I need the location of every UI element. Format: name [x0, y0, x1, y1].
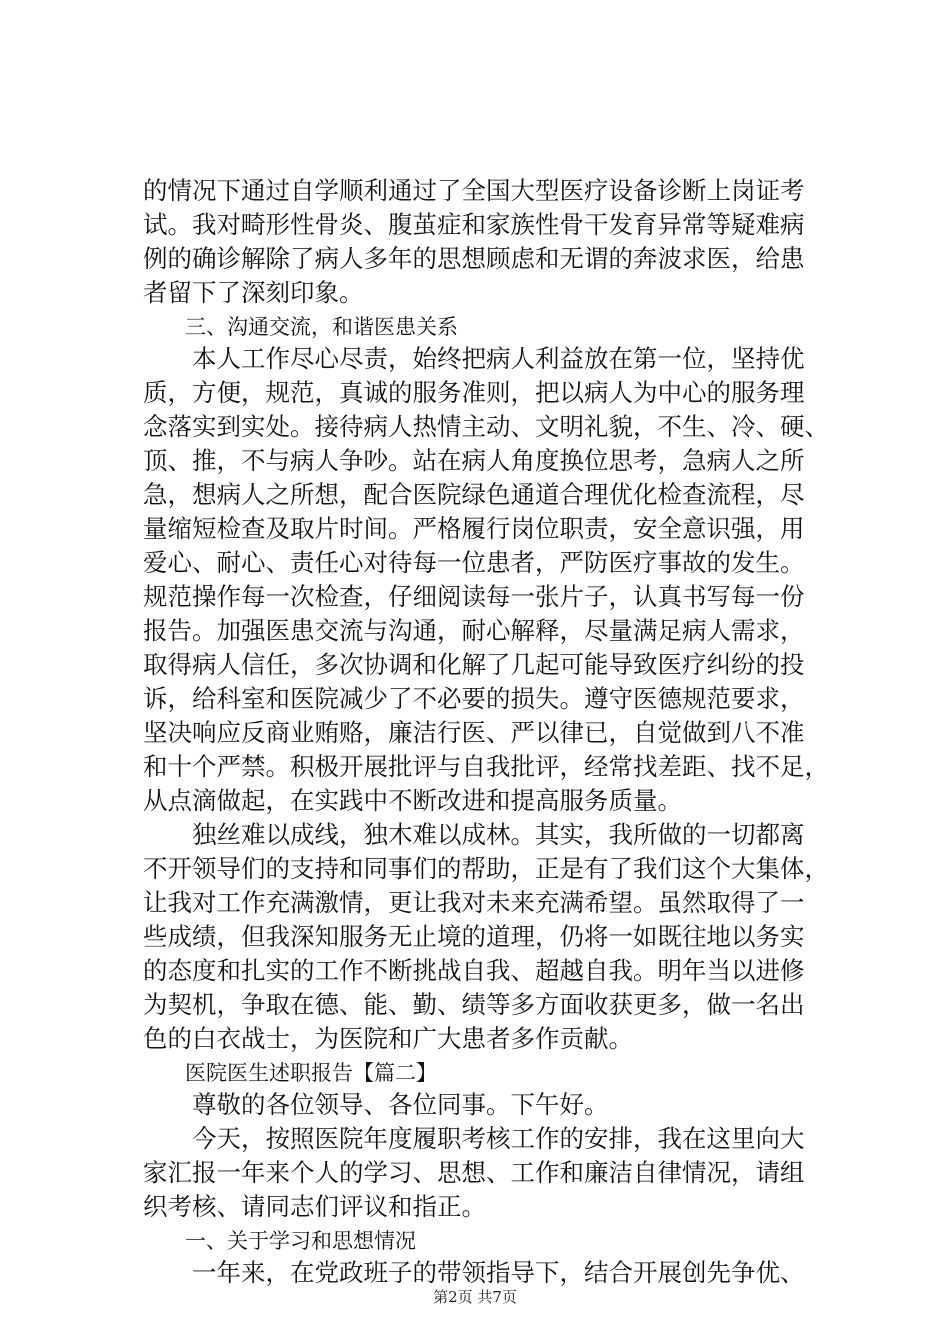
body-text-line: 坚决响应反商业贿赂，廉洁行医、严以律已，自觉做到八不准	[143, 718, 805, 747]
body-text-line: 让我对工作充满激情，更让我对未来充满希望。虽然取得了一	[143, 888, 805, 917]
body-text-line: 一年来，在党政班子的带领指导下，结合开展创先争优、	[143, 1258, 805, 1287]
body-text-line: 不开领导们的支持和同事们的帮助，正是有了我们这个大集体，	[143, 854, 829, 883]
body-text-line: 试。我对畸形性骨炎、腹茧症和家族性骨干发育异常等疑难病	[143, 210, 805, 239]
section-heading: 一、关于学习和思想情况	[185, 1229, 416, 1253]
body-text-line: 诉，给科室和医院减少了不必要的损失。遵守医德规范要求，	[143, 684, 805, 713]
body-text-line: 和十个严禁。积极开展批评与自我批评，经常找差距、找不足，	[143, 752, 829, 781]
body-text-line: 为契机，争取在德、能、勤、绩等多方面收获更多，做一名出	[143, 990, 805, 1019]
body-text-line: 尊敬的各位领导、各位同事。下午好。	[143, 1090, 609, 1119]
body-text-line: 爱心、耐心、责任心对待每一位患者，严防医疗事故的发生。	[143, 548, 805, 577]
body-text-line: 量缩短检查及取片时间。严格履行岗位职责，安全意识强，用	[143, 514, 805, 543]
body-text-line: 些成绩，但我深知服务无止境的道理，仍将一如既往地以务实	[143, 922, 805, 951]
body-text-line: 取得病人信任，多次协调和化解了几起可能导致医疗纠纷的投	[143, 650, 805, 679]
body-text-line: 的态度和扎实的工作不断挑战自我、超越自我。明年当以进修	[143, 956, 805, 985]
body-text-line: 的情况下通过自学顺利通过了全国大型医疗设备诊断上岗证考	[143, 176, 805, 205]
body-text-line: 报告。加强医患交流与沟通，耐心解释，尽量满足病人需求，	[143, 616, 805, 645]
page-footer: 第2页 共7页	[433, 1288, 517, 1306]
body-text-line: 家汇报一年来个人的学习、思想、工作和廉洁自律情况，请组	[143, 1158, 805, 1187]
body-text-line: 念落实到实处。接待病人热情主动、文明礼貌，不生、冷、硬、	[143, 412, 829, 441]
section-heading: 三、沟通交流，和谐医患关系	[185, 315, 458, 339]
body-text-line: 独丝难以成线，独木难以成林。其实，我所做的一切都离	[143, 820, 805, 849]
body-text-line: 顶、推，不与病人争吵。站在病人角度换位思考，急病人之所	[143, 446, 805, 475]
body-text-line: 规范操作每一次检查，仔细阅读每一张片子，认真书写每一份	[143, 582, 805, 611]
body-text-line: 织考核、请同志们评议和指正。	[143, 1192, 486, 1221]
body-text-line: 本人工作尽心尽责，始终把病人利益放在第一位，坚持优	[143, 344, 805, 373]
body-text-line: 质，方便，规范，真诚的服务准则，把以病人为中心的服务理	[143, 378, 805, 407]
body-text-line: 例的确诊解除了病人多年的思想顾虑和无谓的奔波求医，给患	[143, 244, 805, 273]
body-text-line: 今天，按照医院年度履职考核工作的安排，我在这里向大	[143, 1124, 805, 1153]
body-text-line: 色的白衣战士，为医院和广大患者多作贡献。	[143, 1024, 633, 1053]
body-text-line: 急，想病人之所想，配合医院绿色通道合理优化检查流程，尽	[143, 480, 805, 509]
body-text-line: 从点滴做起，在实践中不断改进和提高服务质量。	[143, 786, 682, 815]
body-text-line: 者留下了深刻印象。	[143, 278, 364, 307]
section-heading: 医院医生述职报告【篇二】	[185, 1061, 437, 1085]
